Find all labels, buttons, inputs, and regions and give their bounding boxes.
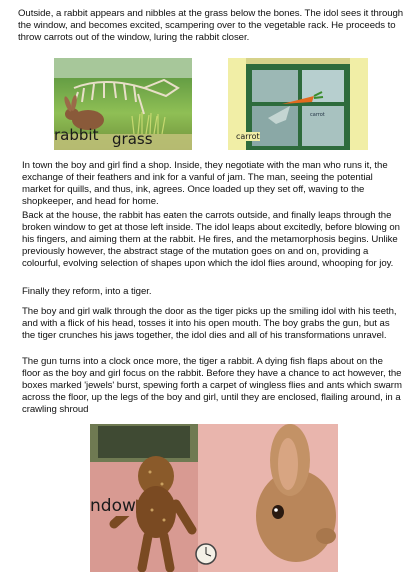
clock-figure [196, 544, 216, 564]
label-carrot: carrot [236, 132, 260, 141]
illustration-window-carrot [228, 58, 368, 150]
paragraph-2: In town the boy and girl find a shop. Inside, they negotiate with the man who runs it, the exchange of their feathers and ink for a vanful of jam. The man, seeing the potential market for quills, and thus, ink, agrees. Once loaded up they set off, waving to the shopkeeper, and head for home. [22, 160, 388, 207]
label-grass: grass [112, 130, 153, 148]
illustration-rabbit-grass [54, 58, 192, 150]
label-window: ndow [90, 496, 136, 516]
label-rabbit: rabbit [54, 126, 99, 144]
paragraph-5: The boy and girl walk through the door as the tiger picks up the smiling idol with his teeth, and with a flick of his head, tosses it into his open mouth. The boy grabs the gun, but as the tiger crunches his jaws together, the idol dies and all of his transformations unravel. [22, 306, 397, 341]
paragraph-6: The gun turns into a clock once more, the tiger a rabbit. A dying fish flaps about on the floor as the boy and girl focus on the rabbit. Before they have a chance to act however, the boxes marked 'jewels' burst, spewing forth a carpet of wingless flies and ants which swarm across the floor, up the legs of the boy and girl, until they are enclosed, flailing around, in a crawling shroud [22, 356, 402, 415]
paragraph-1: Outside, a rabbit appears and nibbles at the grass below the bones. The idol sees it through the window, and becomes excited, scampering over to the vegetable rack. He proceeds to throw carrots out of the window, luring the rabbit closer. [18, 8, 404, 43]
illustration-swarm-rabbit [90, 424, 338, 572]
paragraph-4: Finally they reform, into a tiger. [22, 286, 152, 297]
label-carrot-small: carrot [310, 112, 325, 118]
paragraph-3: Back at the house, the rabbit has eaten the carrots outside, and finally leaps through the broken window to get at those left inside. The idol leaps about excitedly, before blowing on his fingers, and aiming them at the rabbit. He fires, and the metamorphosis begins. Unlike previously however, the abstract stage of the mutation goes on and on, providing a colourful, evolving selection of shapes upon which the idol flies around, whooping for joy. [22, 210, 400, 269]
